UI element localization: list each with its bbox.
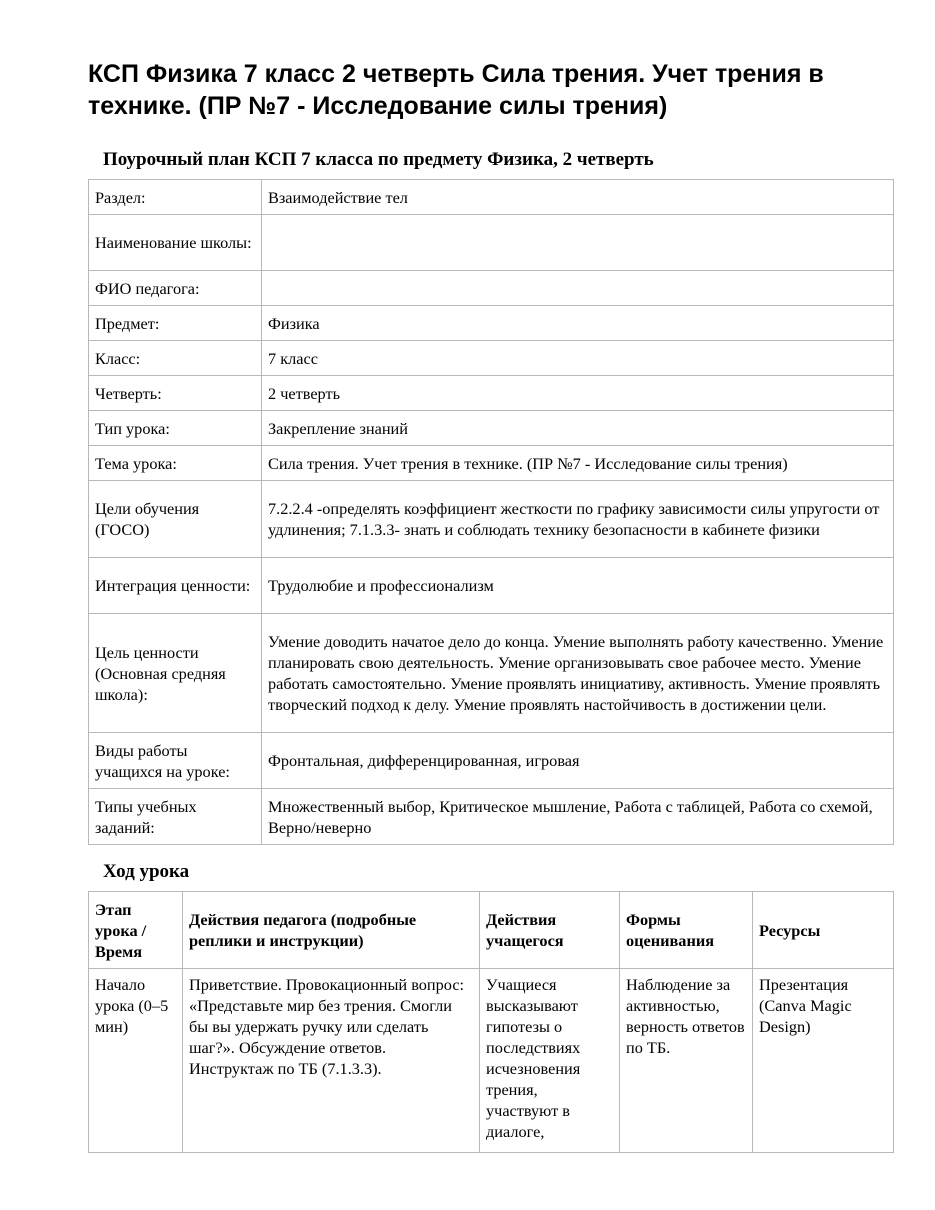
info-label: Тип урока:	[89, 411, 262, 446]
info-label: Цель ценности (Основная средняя школа):	[89, 614, 262, 733]
header-assessment-forms: Формы оценивания	[620, 892, 753, 969]
info-row-school	[89, 215, 894, 271]
info-row-subject	[89, 306, 894, 341]
info-label: Класс:	[89, 341, 262, 376]
header-stage-time: Этап урока / Время	[89, 892, 183, 969]
info-row-task-types	[89, 789, 894, 845]
info-row-quarter	[89, 376, 894, 411]
info-row-value-goal	[89, 614, 894, 733]
lesson-table-header-row	[89, 892, 894, 969]
info-label: ФИО педагога:	[89, 271, 262, 306]
info-row-work-types	[89, 733, 894, 789]
info-row-learning-goals	[89, 481, 894, 558]
info-value: Множественный выбор, Критическое мышление, Работа с таблицей, Работа со схемой, Верно/неверно	[262, 789, 894, 845]
header-resources: Ресурсы	[753, 892, 894, 969]
info-row-value-integration	[89, 558, 894, 614]
info-value: Умение доводить начатое дело до конца. Умение выполнять работу качественно. Умение планировать свою деятельность. Умение организовывать свое рабочее место. Умение работать самостоятельно. Умение проявлять инициативу, активность. Умение проявлять творческий подход к делу. Умение проявлять настойчивость в достижении цели.	[262, 614, 894, 733]
info-row-section	[89, 180, 894, 215]
plan-heading: Поурочный план КСП 7 класса по предмету Физика, 2 четверть	[103, 149, 654, 170]
info-label: Типы учебных заданий:	[89, 789, 262, 845]
info-value: Физика	[262, 306, 894, 341]
cell-resources: Презентация (Canva Magic Design)	[753, 969, 894, 1153]
lesson-flow-table	[88, 891, 894, 1153]
info-label: Наименование школы:	[89, 215, 262, 271]
info-label: Раздел:	[89, 180, 262, 215]
info-value	[262, 271, 894, 306]
info-value: 7 класс	[262, 341, 894, 376]
cell-stage-time: Начало урока (0–5 мин)	[89, 969, 183, 1153]
info-label: Четверть:	[89, 376, 262, 411]
info-value: 7.2.2.4 -определять коэффициент жесткости по графику зависимости силы упругости от удлинения; 7.1.3.3- знать и соблюдать технику безопасности в кабинете физики	[262, 481, 894, 558]
info-label: Тема урока:	[89, 446, 262, 481]
info-value	[262, 215, 894, 271]
document-title: КСП Физика 7 класс 2 четверть Сила трения. Учет трения в технике. (ПР №7 - Исследование силы трения)	[88, 60, 824, 120]
info-value: Взаимодействие тел	[262, 180, 894, 215]
info-label: Виды работы учащихся на уроке:	[89, 733, 262, 789]
cell-assessment-forms: Наблюдение за активностью, верность ответов по ТБ.	[620, 969, 753, 1153]
cell-student-actions: Учащиеся высказывают гипотезы о последствиях исчезновения трения, участвуют в диалоге,	[480, 969, 620, 1153]
cell-teacher-actions: Приветствие. Провокационный вопрос: «Представьте мир без трения. Смогли бы вы удержать ручку или сделать шаг?». Обсуждение ответов. Инструктаж по ТБ (7.1.3.3).	[183, 969, 480, 1153]
lesson-flow-heading: Ход урока	[103, 861, 190, 882]
header-teacher-actions: Действия педагога (подробные реплики и инструкции)	[183, 892, 480, 969]
info-value: Закрепление знаний	[262, 411, 894, 446]
table-row	[89, 969, 894, 1153]
info-label: Цели обучения (ГОСО)	[89, 481, 262, 558]
info-label: Предмет:	[89, 306, 262, 341]
info-row-grade	[89, 341, 894, 376]
info-row-topic	[89, 446, 894, 481]
info-label: Интеграция ценности:	[89, 558, 262, 614]
info-value: Трудолюбие и профессионализм	[262, 558, 894, 614]
lesson-info-table	[88, 179, 894, 845]
info-row-teacher	[89, 271, 894, 306]
info-row-lesson-type	[89, 411, 894, 446]
info-value: 2 четверть	[262, 376, 894, 411]
info-value: Сила трения. Учет трения в технике. (ПР №7 - Исследование силы трения)	[262, 446, 894, 481]
header-student-actions: Действия учащегося	[480, 892, 620, 969]
info-value: Фронтальная, дифференцированная, игровая	[262, 733, 894, 789]
